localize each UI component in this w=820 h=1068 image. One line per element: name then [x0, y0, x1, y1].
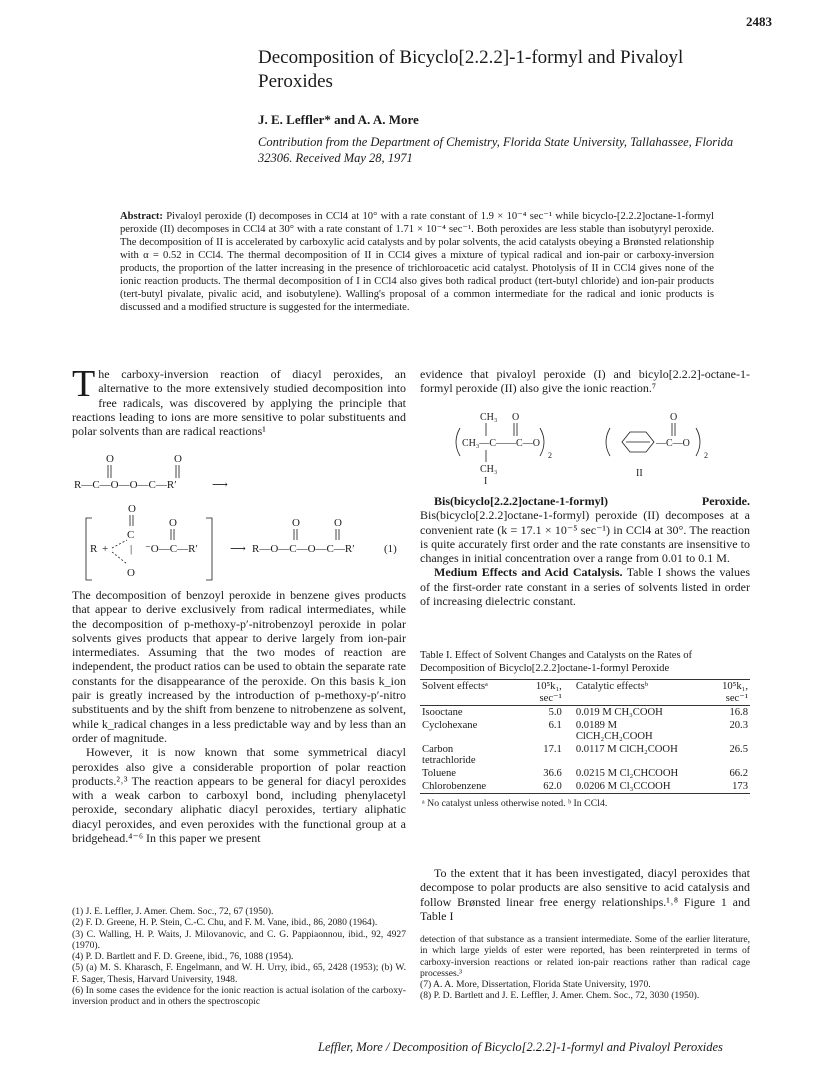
table-caption: Table I. Effect of Solvent Changes and Catalysts on the Rates of Decomposition of Bicyclo[2.2.2]octane-1-formyl Peroxide — [420, 650, 693, 674]
table-cell: 16.8 — [729, 707, 748, 718]
table-row — [420, 743, 750, 767]
table-cell: 0.0206 M Cl₃CCOOH — [575, 781, 671, 792]
svg-text:⁻O—C—R′: ⁻O—C—R′ — [145, 543, 198, 555]
svg-text:O: O — [128, 503, 136, 515]
table-row — [420, 719, 750, 743]
footnote: (5) (a) M. S. Kharasch, F. Engelmann, and W. H. Urry, ibid., 65, 2428 (1953); (b) W. F. Sager, Thesis, Harvard University, 1948. — [72, 962, 406, 985]
footnote: (4) P. D. Bartlett and F. D. Greene, ibid., 76, 1088 (1954). — [72, 951, 294, 963]
svg-text:R—O—C—O—C—R′: R—O—C—O—C—R′ — [252, 543, 355, 555]
table-cell: 0.019 M CH₃COOH — [575, 707, 663, 718]
table-cell: 5.0 — [548, 707, 562, 718]
table-cell: Toluene — [422, 768, 456, 779]
table-footnote: ᵃ No catalyst unless otherwise noted. ᵇ In CCl4. — [422, 798, 608, 809]
svg-text:O: O — [127, 567, 135, 579]
svg-text:C: C — [127, 529, 135, 541]
left-footnotes — [72, 906, 406, 1008]
table-cell: 36.6 — [543, 768, 562, 779]
footnote: (7) A. A. More, Dissertation, Florida State University, 1970. — [420, 979, 651, 991]
left-para-2: The decomposition of benzoyl peroxide in benzene gives products that appear to derive exclusively from radical intermediates, while the decomposition of p-methoxy-p′-nitrobenzoyl peroxide in polar solvents gives products that appear to derive largely from ion-pair intermediates. Assuming that the two modes of reaction are independent, the product ratios can be used to obtain the separate rate constants for the disappearance of the peroxide. On this basis k_ion pair is greatly increased by the introduction of p-methoxy-p′-nitro substituents and by the shift from benzene to nitrobenzene as solvent, while k_radical changes in a less predictable way and by less than an order of magnitude. — [72, 588, 406, 745]
authors: J. E. Leffler* and A. A. More — [258, 112, 419, 127]
svg-text:⟶: ⟶ — [212, 479, 228, 491]
footnote: (2) F. D. Greene, H. P. Stein, C.-C. Chu, and F. M. Vane, ibid., 86, 2080 (1964). — [72, 917, 378, 929]
structure-label: II — [636, 468, 643, 479]
table-cell: Isooctane — [422, 707, 463, 718]
abstract-label: Abstract: — [120, 211, 163, 222]
svg-text:O: O — [512, 412, 520, 423]
right-para-4: To the extent that it has been investigated, diacyl peroxides that decompose to polar products are also sensitive to acid catalysis and follow Brønsted linear free energy relationships.¹˒⁸ Figure 1 and Table I — [420, 866, 750, 923]
table-cell: 0.0117 M ClCH₂COOH — [575, 744, 678, 755]
left-body — [72, 588, 406, 845]
svg-text:—C—O: —C—O — [656, 438, 690, 449]
table-cell: Carbon tetrachloride — [422, 744, 476, 766]
svg-text:2: 2 — [548, 451, 552, 460]
right-footnotes — [420, 934, 750, 1002]
left-para-1: he carboxy-inversion reaction of diacyl peroxides, an alternative to the more extensively studied decomposition into free radicals, was discovered by applying the principle that reactions leading to ions are more sensitive to polar substituents and polar solvents than are radical reactions¹ — [72, 367, 406, 439]
table-header: 10⁵k₁, sec⁻¹ — [722, 681, 748, 704]
abstract-text: Pivaloyl peroxide (I) decomposes in CCl4 at 10° with a rate constant of 1.9 × 10⁻⁴ sec⁻¹ while bicyclo-[2.2.2]octane-1-formyl peroxide (II) decomposes in CCl4 at 30° with a rate constant of 1.71 × 10⁻⁴ sec⁻¹. Both peroxides are less stable than isobutyryl peroxide. The decomposition of II is accelerated by carboxylic acid catalysts and by polar solvents, the acid catalysts obeying a Brønsted relationship with α = 0.52 in CCl4. The thermal decomposition of II in CCl4 gives a mixture of typical radical and ion-pair or carboxy-inversion products, the proportion of the latter increasing in the presence of trichloroacetic acid catalyst. Photolysis of II in CCl4 gives none of the ionic reaction products. The thermal decomposition of I in CCl4 also gives both radical product (tert-butyl chloride) and ion-pair products (tert-butyl pivalate, pivalic acid, and isobutylene). Walling's proposal of a common intermediate for the radical and ionic products is discussed and a modified structure is suggested for the intermediate. — [120, 211, 715, 313]
table-row — [420, 780, 750, 794]
svg-text:2: 2 — [704, 451, 708, 460]
right-para-4-block — [420, 866, 750, 923]
structures-I-II — [450, 410, 740, 486]
table-header: Catalytic effectsᵇ — [575, 681, 649, 692]
equation-number: (1) — [384, 543, 397, 555]
footnote: (1) J. E. Leffler, J. Amer. Chem. Soc., 72, 67 (1950). — [72, 906, 274, 917]
footnote: detection of that substance as a transient intermediate. Some of the earlier literature, in which large yields of ester were reported, has been reinterpreted in terms of carboxy-inversion reactions or related ion-pair reactions rather than radical cage processes.³ — [420, 934, 750, 979]
table-cell: 6.1 — [548, 720, 562, 731]
table-cell: Chlorobenzene — [422, 781, 487, 792]
svg-text:R—C—O—O—C—R′: R—C—O—O—C—R′ — [74, 479, 177, 491]
table-cell: 62.0 — [543, 781, 562, 792]
table-header: Solvent effectsᵃ — [422, 681, 488, 692]
svg-text:O: O — [334, 517, 342, 529]
table-row — [420, 767, 750, 780]
right-intro — [420, 367, 750, 396]
left-intro — [72, 363, 406, 439]
svg-text:+: + — [102, 543, 109, 555]
svg-text:CH₃—C——C—O: CH₃—C——C—O — [462, 438, 540, 449]
right-body — [420, 494, 750, 608]
svg-text:O: O — [292, 517, 300, 529]
svg-text:CH₃: CH₃ — [480, 464, 498, 475]
table-cell: 20.3 — [729, 720, 748, 731]
table-cell: 26.5 — [729, 744, 748, 755]
drop-cap: T — [72, 363, 96, 405]
table-row — [420, 706, 750, 720]
running-head: Leffler, More / Decomposition of Bicyclo[2.2.2]-1-formyl and Pivaloyl Peroxides — [318, 1040, 723, 1054]
svg-text:R: R — [90, 543, 98, 555]
structure-label: I — [484, 476, 488, 486]
article-title: Decomposition of Bicyclo[2.2.2]-1-formyl and Pivaloyl Peroxides — [258, 47, 684, 92]
table-cell: 0.0215 M Cl₂CHCOOH — [575, 768, 679, 779]
footnote: (3) C. Walling, H. P. Waits, J. Milovanovic, and C. G. Pappiaonnou, ibid., 92, 4927 (1970). — [72, 928, 406, 951]
table — [420, 679, 750, 810]
table-cell: 17.1 — [543, 744, 562, 755]
reaction-scheme-1 — [72, 452, 406, 584]
abstract — [120, 210, 714, 314]
table-cell: Cyclohexane — [422, 720, 478, 731]
right-para-3: Table I shows the values of the first-order rate constant in a series of solvents listed in order of increasing dielectric constant. — [420, 565, 750, 609]
table-cell: 0.0189 M ClCH₂CH₂COOH — [575, 720, 653, 742]
svg-text:O: O — [174, 453, 182, 465]
table-1 — [420, 650, 750, 810]
svg-text:CH₃: CH₃ — [480, 412, 498, 423]
footnote: (6) In some cases the evidence for the ionic reaction is actual isolation of the carboxy-inversion product and in others the spectroscopic — [72, 985, 406, 1008]
svg-text:O: O — [670, 412, 678, 423]
svg-text:|: | — [130, 543, 133, 555]
svg-text:⟶: ⟶ — [230, 543, 246, 555]
table-cell: 66.2 — [729, 768, 748, 779]
table-header: 10⁵k₁, sec⁻¹ — [535, 681, 562, 704]
affiliation: Contribution from the Department of Chemistry, Florida State University, Tallahassee, Florida 32306. Received May 28, 1971 — [258, 135, 734, 165]
page-number: 2483 — [746, 14, 772, 29]
section-head: Bis(bicyclo[2.2.2]octane-1-formyl) Peroxide. — [434, 494, 750, 508]
svg-text:O: O — [169, 517, 177, 529]
svg-text:O: O — [106, 453, 114, 465]
left-para-3: However, it is now known that some symmetrical diacyl peroxides also give a considerable proportion of polar reaction products.²˒³ The reaction appears to be general for diacyl peroxides with a weak carbon to carboxyl bond, including phenylacetyl peroxide, secondary aliphatic diacyl peroxides, tertiary aliphatic diacyl peroxides, and even peroxides with the functional group at a bridgehead.⁴⁻⁶ In this paper we present — [72, 745, 406, 846]
table-cell: 173 — [732, 781, 748, 792]
footnote: (8) P. D. Bartlett and J. E. Leffler, J. Amer. Chem. Soc., 72, 3030 (1950). — [420, 990, 700, 1002]
right-para-2: Bis(bicyclo[2.2.2]octane-1-formyl) peroxide (II) decomposes at a convenient rate (k = 17.1 × 10⁻⁵ sec⁻¹) in CCl4 at 30°. The reaction is quite accurately first order and the rate constants are insensitive to changes in initial concentration over a range from 0.01 to 0.1 M. — [420, 508, 750, 566]
section-head: Medium Effects and Acid Catalysis. — [434, 565, 623, 580]
right-para-1: evidence that pivaloyl peroxide (I) and bicylo[2.2.2]-octane-1-formyl peroxide (II) also give the ionic reaction.⁷ — [420, 367, 750, 396]
